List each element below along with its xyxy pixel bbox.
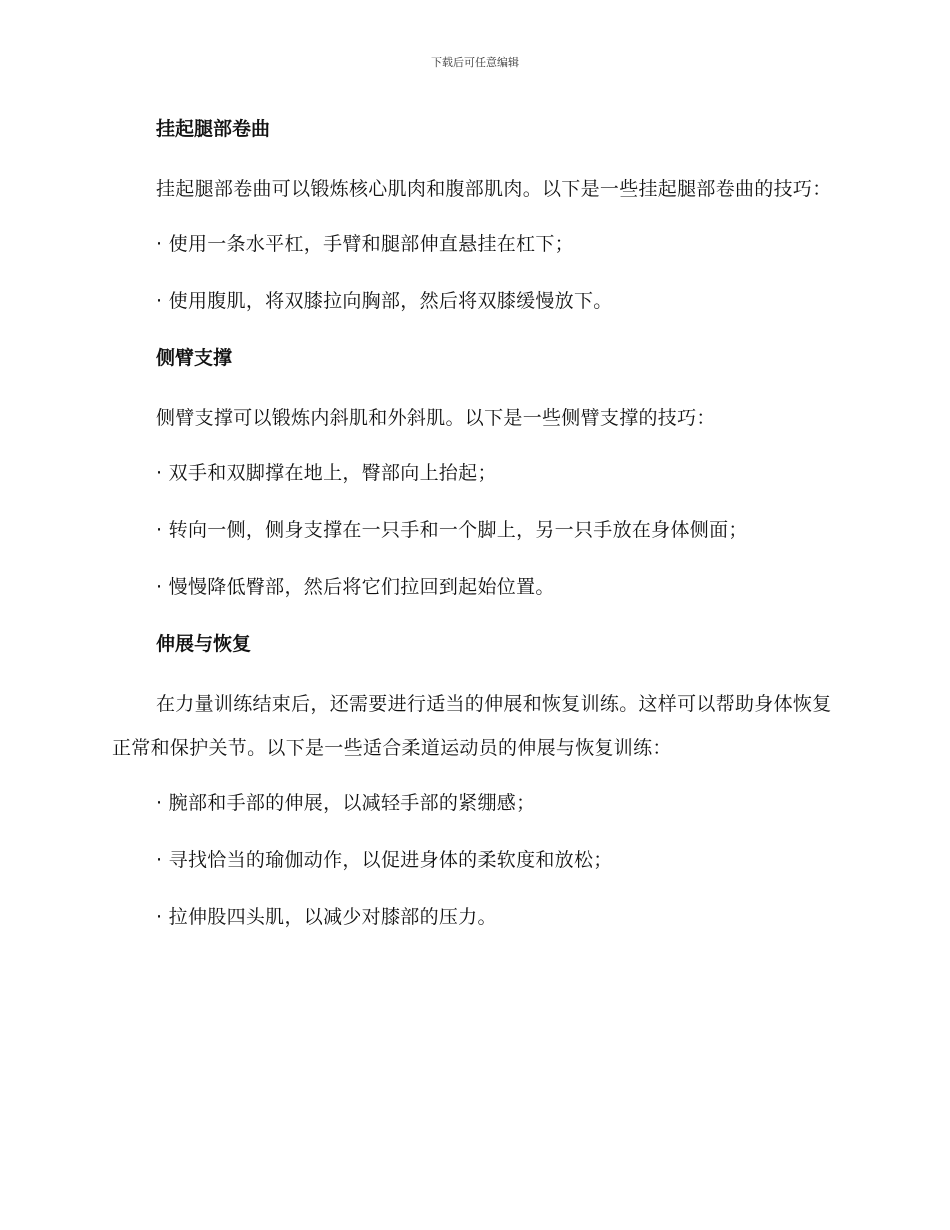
section-paragraph: 侧臂支撑可以锻炼内斜肌和外斜肌。以下是一些侧臂支撑的技巧： xyxy=(156,407,716,429)
bullet-item: · 拉伸股四头肌，以减少对膝部的压力。 xyxy=(156,906,497,928)
bullet-item: · 慢慢降低臀部，然后将它们拉回到起始位置。 xyxy=(156,576,555,598)
document-body xyxy=(112,110,837,955)
bullet-item: · 使用腹肌，将双膝拉向胸部，然后将双膝缓慢放下。 xyxy=(156,290,613,312)
bullet-item: · 转向一侧，侧身支撑在一只手和一个脚上，另一只手放在身体侧面； xyxy=(156,519,748,541)
section-heading: 挂起腿部卷曲 xyxy=(156,118,271,140)
page-header: 下载后可任意编辑 xyxy=(431,56,519,69)
bullet-item: · 使用一条水平杠，手臂和腿部伸直悬挂在杠下； xyxy=(156,233,574,255)
bullet-item: · 双手和双脚撑在地上，臀部向上抬起； xyxy=(156,462,497,484)
section-heading: 伸展与恢复 xyxy=(156,633,252,655)
section-paragraph: 挂起腿部卷曲可以锻炼核心肌肉和腹部肌肉。以下是一些挂起腿部卷曲的技巧： xyxy=(156,178,832,200)
section-heading: 侧臂支撑 xyxy=(156,347,233,369)
bullet-item: · 寻找恰当的瑜伽动作，以促进身体的柔软度和放松； xyxy=(156,849,613,871)
bullet-item: · 腕部和手部的伸展，以减轻手部的紧绷感； xyxy=(156,792,536,814)
section-paragraph: 在力量训练结束后，还需要进行适当的伸展和恢复训练。这样可以帮助身体恢复正常和保护关节。以下是一些适合柔道运动员的伸展与恢复训练： xyxy=(112,693,832,759)
